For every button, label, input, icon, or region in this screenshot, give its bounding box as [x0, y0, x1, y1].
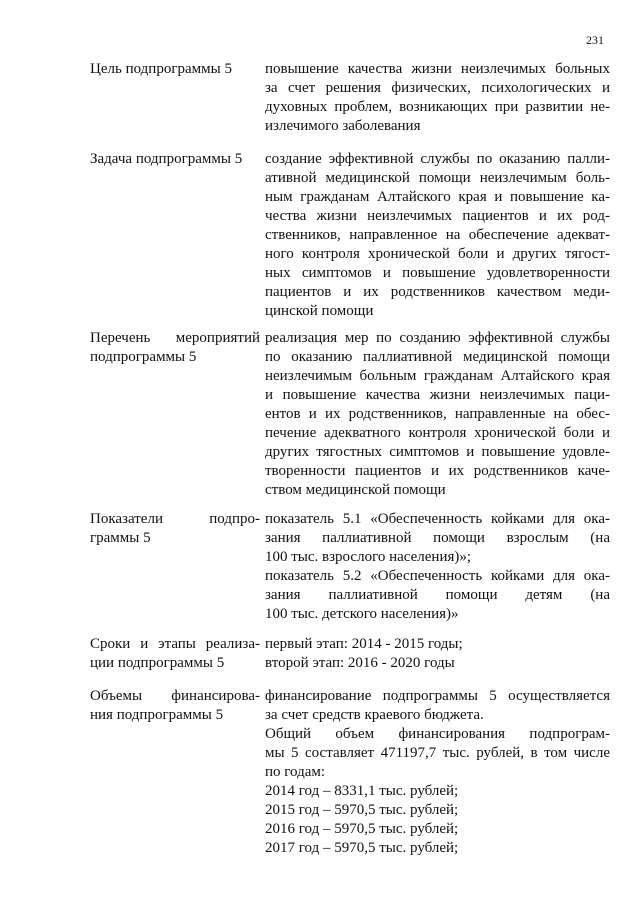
label-line: граммы 5: [90, 530, 151, 546]
label-line: ния подпрограммы 5: [90, 707, 224, 723]
row-label: [90, 510, 260, 548]
page-number: 231: [586, 33, 604, 47]
row-value: [265, 510, 610, 624]
value-line: ного контроля хронической боли и других тягост-: [265, 246, 610, 262]
value-line: за счет средств краевого бюджета.: [265, 707, 484, 723]
row-value: [265, 635, 610, 673]
value-line: 100 тыс. детского населения)»: [265, 606, 459, 622]
value-line: создание эффективной службы по оказанию палли-: [265, 151, 610, 167]
value-line: цинской помощи: [265, 303, 374, 319]
value-line: ственников, направленное на обеспечение адекват-: [265, 227, 610, 243]
value-line: мы 5 составляет 471197,7 тыс. рублей, в том числе: [265, 745, 610, 761]
value-line: по годам:: [265, 764, 326, 780]
value-line: за счет решения физических, психологических и: [265, 80, 610, 96]
value-line: реализация мер по созданию эффективной службы: [265, 330, 610, 346]
value-line: 2017 год – 5970,5 тыс. рублей;: [265, 840, 459, 856]
row-label: [90, 687, 260, 725]
value-line: зания паллиативной помощи взрослым (на: [265, 530, 610, 546]
value-line: духовных проблем, возникающих при развитии не-: [265, 99, 610, 115]
value-line: творенности пациентов и их родственников каче-: [265, 463, 610, 479]
label-line: Задача подпрограммы 5: [90, 151, 243, 167]
label-line: ции подпрограммы 5: [90, 655, 225, 671]
value-line: других тягостных симптомов и повышение удовле-: [265, 444, 610, 460]
row-label: [90, 329, 260, 367]
label-line: Показатели подпро-: [90, 511, 260, 527]
value-line: ных симптомов и повышение удовлетворенности: [265, 265, 610, 281]
value-line: излечимого заболевания: [265, 118, 421, 134]
value-line: чества жизни неизлечимых пациентов и их род-: [265, 208, 610, 224]
label-line: Сроки и этапы реализа-: [90, 636, 260, 652]
value-line: ным гражданам Алтайского края и повышение ка-: [265, 189, 610, 205]
value-line: 2016 год – 5970,5 тыс. рублей;: [265, 821, 459, 837]
value-line: 2014 год – 8331,1 тыс. рублей;: [265, 783, 459, 799]
row-label: [90, 635, 260, 673]
row-label: [90, 60, 260, 79]
value-line: ативной медицинской помощи неизлечимым боль-: [265, 170, 610, 186]
value-line: печение адекватного контроля хронической боли и: [265, 425, 610, 441]
value-line: неизлечимым больным гражданам Алтайского края: [265, 368, 610, 384]
value-line: 2015 год – 5970,5 тыс. рублей;: [265, 802, 459, 818]
value-line: ентов и их родственников, направленные на обес-: [265, 406, 610, 422]
label-line: Перечень мероприятий: [90, 330, 260, 346]
value-line: и повышение качества жизни неизлечимых паци-: [265, 387, 610, 403]
value-line: показатель 5.2 «Обеспеченность койками для ока-: [265, 568, 610, 584]
value-line: зания паллиативной помощи детям (на: [265, 587, 610, 603]
value-line: первый этап: 2014 - 2015 годы;: [265, 636, 463, 652]
value-line: финансирование подпрограммы 5 осуществляется: [265, 688, 610, 704]
label-line: Цель подпрограммы 5: [90, 61, 232, 77]
value-line: показатель 5.1 «Обеспеченность койками для ока-: [265, 511, 610, 527]
value-line: 100 тыс. взрослого населения)»;: [265, 549, 472, 565]
value-line: ством медицинской помощи: [265, 482, 446, 498]
row-value: [265, 60, 610, 136]
value-line: Общий объем финансирования подпрограм-: [265, 726, 610, 742]
value-line: по оказанию паллиативной медицинской помощи: [265, 349, 610, 365]
label-line: подпрограммы 5: [90, 349, 197, 365]
row-value: [265, 329, 610, 500]
row-value: [265, 150, 610, 321]
row-label: [90, 150, 260, 169]
label-line: Объемы финансирова-: [90, 688, 260, 704]
row-value: [265, 687, 610, 858]
value-line: второй этап: 2016 - 2020 годы: [265, 655, 455, 671]
value-line: повышение качества жизни неизлечимых больных: [265, 61, 610, 77]
value-line: пациентов и их родственников качеством меди-: [265, 284, 610, 300]
